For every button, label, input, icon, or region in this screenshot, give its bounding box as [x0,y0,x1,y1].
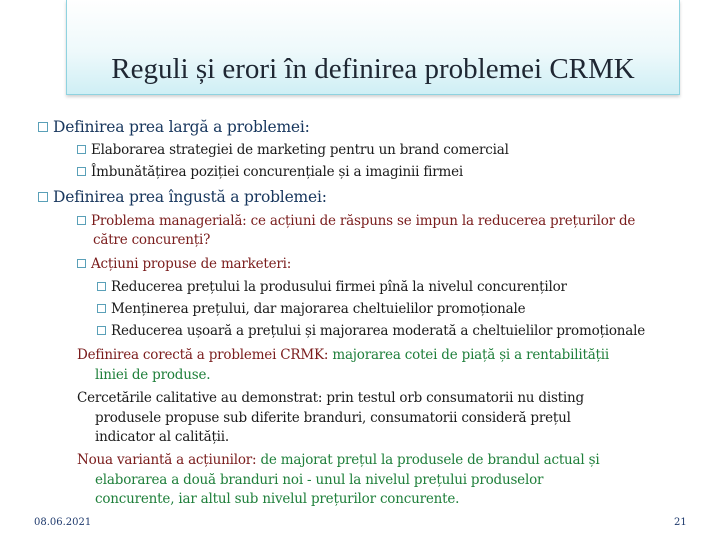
narrow-heading: Definirea prea îngustă a problemei: [53,188,327,206]
managerial-problem-text: Problema managerială: ce acțiuni de răspuns se impun la reducerea prețurilor de [91,213,636,229]
correct-definition [77,347,609,363]
action-item [97,301,525,317]
square-bullet-icon [77,259,86,268]
new-variant-cont: elaborarea a două branduri noi - unul la nivelul prețului produselor [95,472,544,488]
research-finding-cont: produsele propuse sub diferite branduri, consumatorii consideră prețul [95,410,571,426]
managerial-problem [77,213,635,229]
broad-heading-line [38,118,310,136]
actions-heading-text: Acțiuni propuse de marketeri: [91,256,292,272]
research-finding-cont: indicator al calității. [95,429,230,445]
square-bullet-icon [77,216,86,225]
square-bullet-icon [97,326,106,335]
broad-item [77,142,509,158]
page-number: 21 [674,517,687,528]
research-finding: Cercetările calitative au demonstrat: prin testul orb consumatorii nu disting [77,390,584,406]
new-variant-cont: concurente, iar altul sub nivelul prețurilor concurente. [95,491,460,507]
square-bullet-icon [77,167,86,176]
square-bullet-icon [38,122,48,132]
new-variant-value: de majorat prețul la produsele de brandul actual și [260,452,600,468]
square-bullet-icon [38,192,48,202]
broad-item-text: Îmbunătățirea poziției concurențiale și a imaginii firmei [91,164,464,180]
action-item-text: Reducerea prețului la produsului firmei pînă la nivelul concurenților [111,279,567,295]
action-item [97,323,645,339]
narrow-heading-line [38,188,327,206]
action-item-text: Menținerea prețului, dar majorarea cheltuielilor promoționale [111,301,526,317]
correct-definition-cont: liniei de produse. [95,367,211,383]
new-variant-label: Noua variantă a acțiunilor: [77,452,261,468]
footer-date: 08.06.2021 [34,517,92,528]
broad-item-text: Elaborarea strategiei de marketing pentru un brand comercial [91,142,509,158]
broad-item [77,164,463,180]
managerial-problem-cont: către concurenți? [93,232,211,248]
correct-definition-value: majorarea cotei de piață și a rentabilității [332,347,610,363]
correct-definition-label: Definirea corectă a problemei CRMK: [77,347,333,363]
new-variant [77,452,599,468]
square-bullet-icon [77,145,86,154]
square-bullet-icon [97,282,106,291]
action-item-text: Reducerea ușoară a prețului și majorarea moderată a cheltuielilor promoționale [111,323,646,339]
square-bullet-icon [97,304,106,313]
slide-title: Reguli și erori în definirea problemei CRMK [111,53,635,85]
broad-heading: Definirea prea largă a problemei: [53,118,310,136]
action-item [97,279,567,295]
actions-heading [77,256,291,272]
